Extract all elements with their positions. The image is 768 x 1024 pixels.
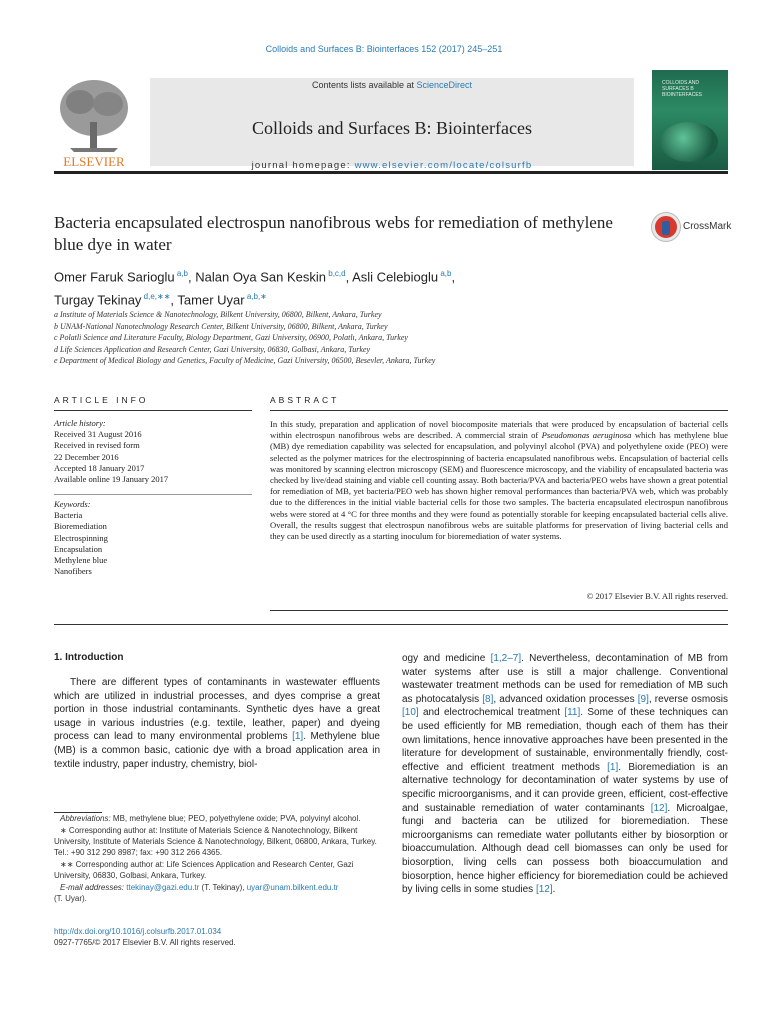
issn-line: 0927-7765/© 2017 Elsevier B.V. All rights reserved. xyxy=(54,938,236,947)
publisher-wordmark: ELSEVIER xyxy=(63,154,125,169)
history-item: Received in revised form xyxy=(54,440,140,451)
citation-link[interactable]: [1] xyxy=(607,761,619,773)
intro-paragraph-1: There are different types of contaminants in wastewater effluents which are utilized in industrial processes, and dyes comprise a great portion in those industrial contaminants. Synthetic dyes have a great usage in various industries (e.g. textile, leather, paper) and dyeing process can lead to many environmental problems [1]. Methylene blue (MB) is a common basic, cationic dye with a broad application area in textile industry, paper industry, chemistry, biol- xyxy=(54,677,380,770)
citation-link[interactable]: [1] xyxy=(292,731,304,743)
journal-reference[interactable]: Colloids and Surfaces B: Biointerfaces 152 (2017) 245–251 xyxy=(265,44,503,54)
affiliation: a Institute of Materials Science & Nanotechnology, Bilkent University, 06800, Bilkent, Ankara, Turkey xyxy=(54,310,382,319)
author-affiliation-marker[interactable]: a,b xyxy=(438,269,452,278)
history-label: Article history: xyxy=(54,418,106,428)
history-item: 22 December 2016 xyxy=(54,451,119,462)
homepage-link[interactable]: www.elsevier.com/locate/colsurfb xyxy=(354,160,533,171)
contents-line: Contents lists available at ScienceDirect xyxy=(311,80,473,90)
crossmark-icon xyxy=(652,213,680,241)
affiliation: e Department of Medical Biology and Genetics, Faculty of Medicine, Gazi University, 06500, Besevler, Ankara, Turkey xyxy=(54,356,436,365)
sciencedirect-link[interactable]: ScienceDirect xyxy=(416,80,473,90)
organism-name: Pseudomonas aeruginosa xyxy=(541,430,632,441)
keyword: Electrospinning xyxy=(54,532,108,543)
journal-cover-image xyxy=(652,70,728,170)
author-affiliation-marker[interactable]: a,b xyxy=(174,269,188,278)
affiliation: b UNAM-National Nanotechnology Research Center, Bilkent University, 06800, Bilkent, Ankara, Turkey xyxy=(54,321,388,331)
citation-link[interactable]: [9] xyxy=(637,693,649,705)
author-name: Nalan Oya San Keskin xyxy=(195,269,327,285)
citation-link[interactable]: [11] xyxy=(564,707,581,719)
author-list: Omer Faruk Sarioglu $^{a,b}$, Nalan Oya San Keskin $^{b,c,d}$, Asli Celebioglu $^{a,b}$, Turgay Tekinay $^{d,e,∗∗}$, Tamer Uyar $^{a,b,∗}$ xyxy=(54,269,456,308)
doi-link[interactable]: http://dx.doi.org/10.1016/j.colsurfb.2017.01.034 xyxy=(54,927,222,936)
corresponding-author-note: ∗ Corresponding author at: Institute of Materials Science & Nanotechnology, Bilkent University, Institute of Materials Science & Nanotechnology, Bilkent, 06800, Ankara, Turkey. Tel.: +90 312 290 8987; fax: +90 312 266 4365. xyxy=(54,826,377,857)
keywords xyxy=(54,499,252,577)
cover-title: COLLOIDS AND SURFACES B BIOINTERFACES xyxy=(662,80,703,98)
citation-link[interactable]: [8] xyxy=(482,693,494,705)
abstract-heading: ABSTRACT xyxy=(270,395,340,405)
keywords-rule xyxy=(54,494,252,495)
affiliations xyxy=(54,309,694,367)
abstract-rule xyxy=(270,610,728,611)
crossmark-badge[interactable] xyxy=(652,213,730,243)
journal-homepage: journal homepage: www.elsevier.com/locate/colsurfb xyxy=(251,160,533,171)
intro-paragraph-2: ogy and medicine [1,2–7]. Nevertheless, decontamination of MB from water systems after use is still a major challenge. Conventional wastewater treatment methods can be used for remediation of MB such as photocatalysis [8], advanced oxidation processes [9], reverse osmosis [10] and electrochemical treatment [11]. Some of these techniques can be used efficiently for MB remediation, though each of them has their own limitations, hence innovative approaches have been presented in the literature for development of sustainable, environmentally friendly, cost-effective and efficient treatment methods [1]. Bioremediation is an alternative technology for decontamination of water systems by use of specific microorganisms, and it can provide green, efficient, cost-effective and sustainable remediation of water contaminants [12]. Microalgae, fungi and bacteria can be utilized for bioremediation. These microorganisms can remediate water pollutants either by biosorption or bioaccumulation. Although dead cell biomasses can only be used for biosorption, living cells can possess both bioaccumulation and biosorption, hence higher efficiency for bioremediation could be achieved by living cells in some studies [12]. xyxy=(402,653,729,896)
abbreviations-note: Abbreviations: MB, methylene blue; PEO, polyethylene oxide; PVA, polyvinyl alcohol. xyxy=(60,814,361,823)
doi-block xyxy=(54,926,236,948)
citation-link[interactable]: [10] xyxy=(402,707,419,719)
citation-link[interactable]: [12] xyxy=(535,884,553,896)
journal-title: Colloids and Surfaces B: Biointerfaces xyxy=(252,118,532,138)
history-item: Accepted 18 January 2017 xyxy=(54,462,145,473)
footnotes xyxy=(54,813,380,905)
article-title: Bacteria encapsulated electrospun nanofibrous webs for remediation of methylene blue dye in water xyxy=(54,213,613,254)
abstract-body: In this study, preparation and application of novel biocomposite materials that were produced by encapsulation of bacterial cells within electrospun nanofibrous webs are described. A commercial strain of Pseudomonas aeruginosa which has methylene blue (MB) dye remediation capability was selected for encapsulation, and polyvinyl alcohol (PVA) and polyethylene oxide (PEO) were selected as the polymer matrices for the electrospinning of bacteria encapsulated nanofibrous webs. Encapsulation of bacterial cells was monitored by scanning electron microscopy (SEM) and fluorescence microscopy, and the viability of encapsulated bacteria was checked by live/dead staining and viable cell counting assay. Both bacteria/PVA and bacteria/PEO webs have shown a great potential for remediation of MB, yet bacteria/PEO web has shown higher removal performances than bacteria/PVA web, which was probably due to the differences in the initial viable bacterial cells for those two samples. The bacteria encapsulated electrospun nanofibrous webs were stored at 4 °C for three months and they were found as potentially storable for keeping encapsulated bacterial cells alive. Overall, the results suggest that electrospun nanofibrous webs are suitable platforms for preservation of living bacterial cells and they can be used directly as a starting inoculum for bioremediation of water systems. xyxy=(270,419,728,542)
author-affiliation-marker[interactable]: b,c,d xyxy=(326,269,346,278)
citation-link[interactable]: [12] xyxy=(650,802,668,814)
journal-masthead xyxy=(54,68,728,172)
citation-link[interactable]: [1,2–7] xyxy=(490,653,522,664)
keyword: Nanofibers xyxy=(54,566,92,577)
abstract-copyright: © 2017 Elsevier B.V. All rights reserved. xyxy=(586,591,728,601)
history-item: Available online 19 January 2017 xyxy=(54,474,169,485)
keyword: Bioremediation xyxy=(54,521,107,532)
author-name: Omer Faruk Sarioglu xyxy=(54,269,175,285)
keywords-label: Keywords: xyxy=(54,499,91,509)
author-affiliation-marker[interactable]: d,e,∗∗ xyxy=(141,292,171,302)
cover-graphic xyxy=(660,122,718,162)
elsevier-tree-logo xyxy=(54,74,134,170)
section-rule xyxy=(270,410,728,411)
section-rule xyxy=(54,410,252,411)
keyword: Bacteria xyxy=(54,510,83,521)
masthead-band xyxy=(150,78,634,171)
email-note: E-mail addresses: ttekinay@gazi.edu.tr (T. Tekinay), uyar@unam.bilkent.edu.tr (T. Uyar). xyxy=(54,883,339,903)
keyword: Encapsulation xyxy=(54,543,103,554)
author-name: Asli Celebioglu xyxy=(352,269,439,285)
affiliation: d Life Sciences Application and Research Center, Gazi University, 06830, Golbasi, Ankara, Turkey xyxy=(54,344,371,354)
article-info-heading: ARTICLE INFO xyxy=(54,395,149,405)
affiliation: c Polatli Science and Literature Faculty, Biology Department, Gazi University, 06900, Polatlı, Ankara, Turkey xyxy=(54,333,408,342)
email-link-uyar[interactable]: uyar@unam.bilkent.edu.tr xyxy=(246,883,339,892)
email-link-tekinay[interactable]: ttekinay@gazi.edu.tr xyxy=(126,883,200,892)
author-name: Tamer Uyar xyxy=(177,292,245,308)
header-rule xyxy=(54,171,728,174)
author-name: Turgay Tekinay xyxy=(54,292,142,308)
author-affiliation-marker[interactable]: a,b,∗ xyxy=(244,292,267,302)
section-heading-introduction: 1. Introduction xyxy=(54,652,124,663)
history-item: Received 31 August 2016 xyxy=(54,429,142,440)
keyword: Methylene blue xyxy=(54,555,108,566)
corresponding-author-note: ∗∗ Corresponding author at: Life Sciences Application and Research Center, Gazi University, 06830, Golbasi, Ankara, Turkey. xyxy=(54,860,354,880)
crossmark-label: CrossMark xyxy=(683,221,732,232)
article-history xyxy=(54,418,252,485)
body-rule xyxy=(54,624,728,625)
